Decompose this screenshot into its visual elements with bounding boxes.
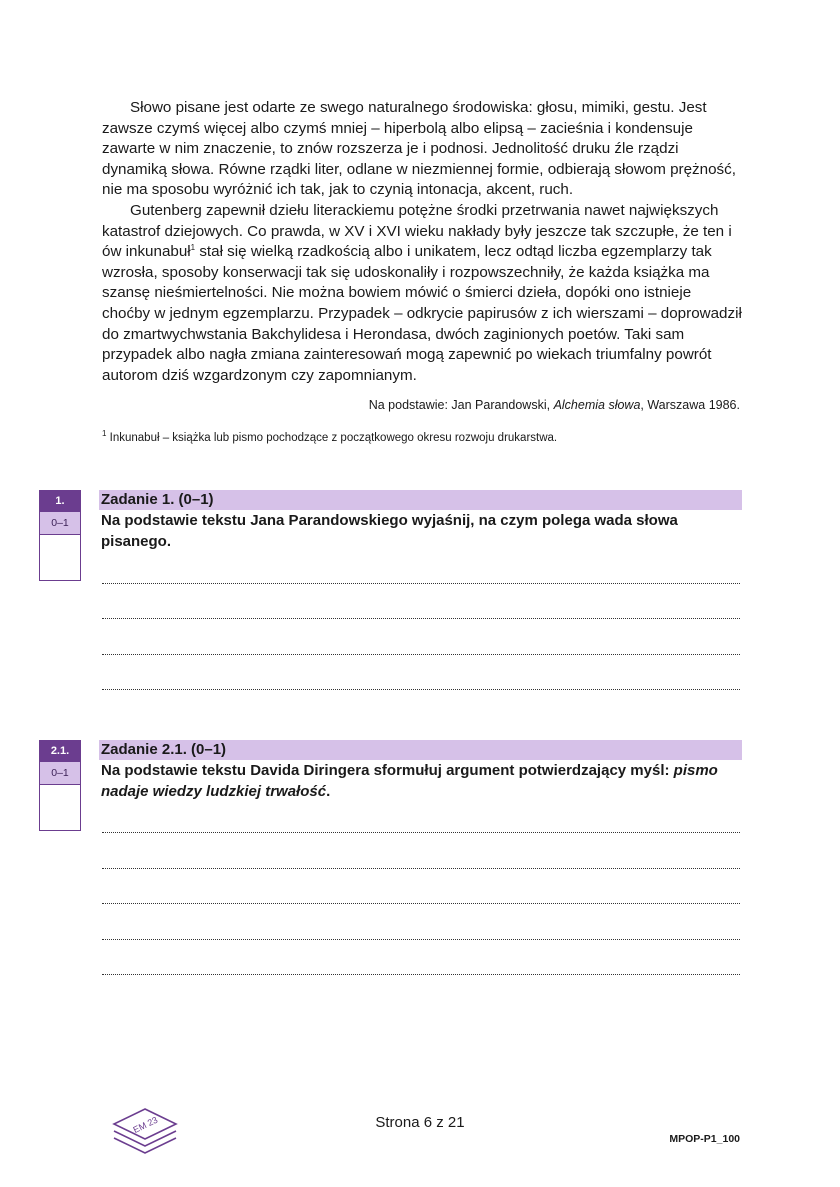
task-2-1-answer-line-4[interactable] xyxy=(102,939,740,940)
task-2-1-answer-line-3[interactable] xyxy=(102,903,740,904)
task-1-score-field[interactable] xyxy=(40,535,80,580)
task-2-1-prompt-end: . xyxy=(326,782,331,800)
passage-paragraph-2-part-a: Gutenberg zapewnił dziełu literackiemu potężne środki przetrwania nawet największych katastrof dziejowych. Co prawda, w XV i XVI wieku nakłady były jeszcze tak szczupłe, że ten i ów inkunabuł xyxy=(102,201,732,261)
task-1-answer-line-3[interactable] xyxy=(102,654,740,655)
footnote-marker: 1 xyxy=(102,429,107,439)
footnote-reference: 1 xyxy=(190,243,196,253)
logo-text: EM 23 xyxy=(131,1114,160,1136)
task-2-1-answer-line-2[interactable] xyxy=(102,868,740,869)
task-2-1-points: 0–1 xyxy=(40,761,80,785)
task-1-answer-line-2[interactable] xyxy=(102,618,740,619)
task-2-1-score-field[interactable] xyxy=(40,785,80,830)
exam-code: MPOP-P1_100 xyxy=(669,1133,740,1145)
score-box-task-1 xyxy=(39,490,81,581)
score-box-task-2-1 xyxy=(39,740,81,831)
task-2-1-number: 2.1. xyxy=(40,741,80,761)
task-1-points: 0–1 xyxy=(40,511,80,535)
passage-paragraph-2 xyxy=(102,201,742,386)
passage-paragraph-1: Słowo pisane jest odarte ze swego naturalnego środowiska: głosu, mimiki, gestu. Jest zawsze czymś więcej albo czymś mniej – hiperbolą albo elipsą – zacieśnia i kondensuje zawarte w nim znaczenie, to znów rozszerza je i podnosi. Jednolitość druku źle rządzi dynamiką słowa. Równe rządki liter, odlane w niezmiennej formie, odbierają słowom prężność, nie ma sposobu wyróżnić ich tak, jak to czynią intonacja, akcent, ruch. xyxy=(102,99,736,199)
footnote-text: Inkunabuł – książka lub pismo pochodzące z początkowego okresu rozwoju drukarstwa. xyxy=(106,432,558,444)
task-2-1-answer-line-5[interactable] xyxy=(102,974,740,975)
passage-paragraph-2-part-b: stał się wielką rzadkością albo i unikatem, lecz odtąd liczba egzemplarzy tak wzrosła, sposoby konserwacji tak się udoskonaliły i rozpowszechniły, że każda książka ma szansę nieśmiertelności. Nie można bowiem mówić o śmierci dzieła, dopóki ono istnieje choćby w jednym egzemplarzu. Przypadek – odkrycie papirusów z ich wierszami – doprowadził do zmartwychwstania Bakchylidesa i Herondasa, dwóch zaginionych poetów. Taki sam przypadek albo nagła zmiana zainteresowań mogą zapewnić po wiekach triumfalny powrót autorom dziś wzgardzonym czy zapomnianym. xyxy=(102,243,742,384)
source-suffix: , Warszawa 1986. xyxy=(640,398,740,412)
task-1-answer-line-1[interactable] xyxy=(102,583,740,584)
task-1-prompt: Na podstawie tekstu Jana Parandowskiego wyjaśnij, na czym polega wada słowa pisanego. xyxy=(101,512,678,550)
source-prefix: Na podstawie: Jan Parandowski, xyxy=(368,398,554,412)
task-2-1-prompt-italic: pismo nadaje wiedzy ludzkiej trwałość xyxy=(101,762,718,800)
task-1-number: 1. xyxy=(40,491,80,511)
task-2-1-prompt-plain: Na podstawie tekstu Davida Diringera sformułuj argument potwierdzający myśl: xyxy=(101,762,674,779)
page-number: Strona 6 z 21 xyxy=(375,1114,465,1131)
task-1-header: Zadanie 1. (0–1) xyxy=(99,490,742,510)
source-passage xyxy=(102,98,742,386)
task-2-1-header: Zadanie 2.1. (0–1) xyxy=(99,740,742,760)
source-title: Alchemia słowa xyxy=(553,398,641,412)
source-citation xyxy=(369,398,740,412)
footnote xyxy=(102,429,742,444)
task-1-answer-line-4[interactable] xyxy=(102,689,740,690)
task-2-1-answer-line-1[interactable] xyxy=(102,832,740,833)
task-2-1-prompt xyxy=(101,761,741,802)
